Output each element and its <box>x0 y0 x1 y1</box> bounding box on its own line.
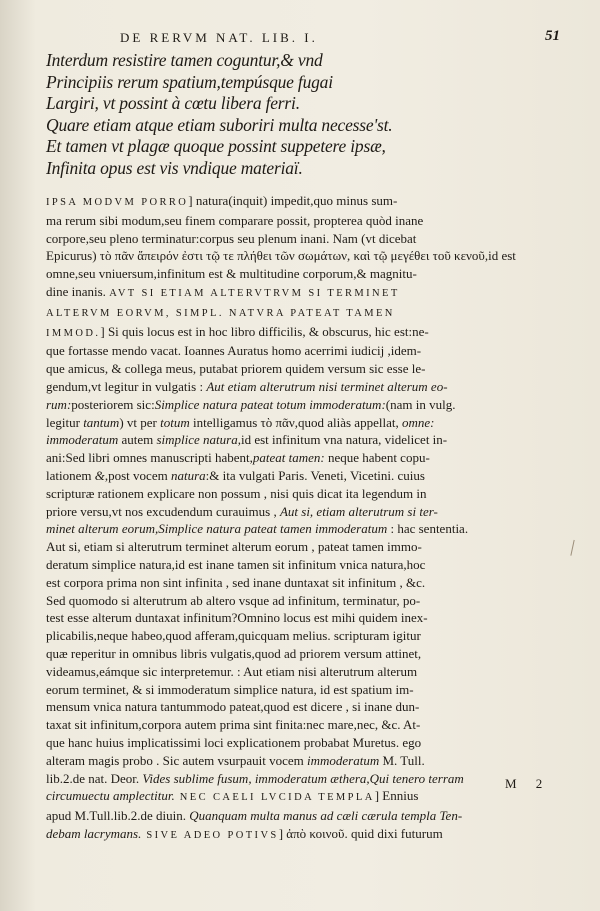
commentary-line <box>46 825 570 845</box>
verse-passage <box>46 50 566 180</box>
commentary-line <box>46 247 570 265</box>
quoted-text: & <box>94 467 105 483</box>
lemma-text: NEC CAELI LVCIDA TEMPLA <box>174 792 375 804</box>
text-run: priore versu,vt nos excudendum curauimus , <box>46 503 280 519</box>
quoted-text: immoderatum <box>307 752 380 768</box>
commentary-text <box>46 192 570 845</box>
signature-mark: M 2 <box>505 776 551 791</box>
quoted-text: immoderatum <box>46 432 119 448</box>
quoted-text: circumuectu amplectitur. <box>46 788 175 804</box>
commentary-line <box>46 303 570 323</box>
text-run: :& ita vulgati Paris. Veneti, Vicetini. cuius <box>205 467 425 483</box>
commentary-line <box>46 609 570 627</box>
text-run: est corpora prima non sint infinita , sed inane duntaxat sit infinitum , &c. <box>46 574 426 590</box>
text-run: ma rerum sibi modum,seu finem comparare possit, propterea quòd inane <box>46 212 424 228</box>
quoted-text: rum: <box>46 396 72 412</box>
commentary-line <box>46 283 570 303</box>
commentary-line <box>46 645 570 663</box>
text-run: mensum vnica natura tantummodo pateat,quod est dicere , si inane dun- <box>46 699 420 715</box>
commentary-line <box>46 520 570 538</box>
text-run: eorum terminet, & si immoderatum simplice natura, id est spatium im- <box>46 681 414 697</box>
quoted-text: omne: <box>401 414 435 430</box>
lemma-text: IPSA MODVM PORRO <box>46 197 189 208</box>
text-run: lationem <box>46 467 95 483</box>
margin-annotation <box>570 540 576 556</box>
text-run: omne,seu vniuersum,infinitum est & multitudine corporum,& magnitu- <box>46 266 417 282</box>
text-run: taxat sit infinitum,corpora autem prima sint finita:nec mare,nec, &c. At- <box>46 717 421 733</box>
quoted-text: minet alterum eorum,Simplice natura pateat tamen immoderatum <box>46 521 388 537</box>
text-run: ] Si quis locus est in hoc libro difficilis, & obscurus, hic est:ne- <box>100 323 429 339</box>
text-run: videamus,eámque sic interpretemur. : Aut etiam nisi alterutrum alterum <box>46 663 418 679</box>
text-run: ] ἀπὸ κοινοῦ. quid dixi futurum <box>278 825 443 841</box>
commentary-line <box>46 556 570 574</box>
quoted-text: Vides sublime fusum, immoderatum æthera,Qui tenero terram <box>142 770 464 786</box>
commentary-line <box>46 449 570 467</box>
commentary-line <box>46 360 570 378</box>
text-run: Sed quomodo si alterutrum ab altero vsque ad infinitum, terminatur, po- <box>46 592 421 608</box>
commentary-line <box>46 681 570 699</box>
text-run: id est infinitum vna natura, videlicet in- <box>240 432 448 448</box>
text-run: M. Tull. <box>379 752 425 768</box>
text-run: test esse alterum duntaxat infinitum?Omnino locus est mihi quidem inex- <box>46 610 428 626</box>
text-run: intelligamus τὸ πᾶν,quod aliàs appellat, <box>189 414 402 430</box>
quoted-text: Aut etiam alterutrum nisi terminet alterum eo- <box>206 378 448 394</box>
verse-line: Largiri, vt possint à cœtu libera ferri. <box>46 93 300 114</box>
quoted-text: totum <box>160 414 190 430</box>
text-run: posteriorem sic: <box>71 396 155 412</box>
commentary-line <box>46 574 570 592</box>
quoted-text: Quanquam multa manus ad cæli cærula templa Ten- <box>189 808 463 824</box>
commentary-line <box>46 212 570 230</box>
text-run: ] natura(inquit) impedit,quo minus sum- <box>188 193 398 208</box>
commentary-line <box>46 265 570 283</box>
commentary-line <box>46 698 570 716</box>
verse-line: Quare etiam atque etiam suboriri multa necesse'st. <box>46 114 393 135</box>
running-title: DE RERVM NAT. LIB. I. <box>120 30 318 45</box>
verse-line: Principiis rerum spatium,tempúsque fugai <box>46 71 333 92</box>
commentary-line <box>46 592 570 610</box>
commentary-line <box>46 485 570 503</box>
text-run: deratum simplice natura,id est inane tamen sit infinitum vnica natura,hoc <box>46 556 426 572</box>
quoted-text: pateat tamen: <box>252 450 325 466</box>
text-run: gendum,vt legitur in vulgatis : <box>46 378 207 394</box>
commentary-line <box>46 396 570 414</box>
commentary-line <box>46 716 570 734</box>
commentary-line <box>46 414 570 432</box>
text-run: lib.2.de nat. Deor. <box>46 770 143 786</box>
text-run: quæ reperitur in omnibus libris vulgatis,quod ad priorem versum attinet, <box>46 645 422 661</box>
text-run: ani:Sed libri omnes manuscripti habent, <box>46 450 253 466</box>
text-run: Aut si, etiam si alterutrum terminet alterum eorum , pateat tamen immo- <box>46 539 422 555</box>
quoted-text: tantum <box>83 414 120 430</box>
text-run: : hac sententia. <box>387 521 469 537</box>
text-run: corpore,seu pleno terminatur:corpus seu plenum inani. Nam (vt dicebat <box>46 230 417 246</box>
text-run: Epicurus) τὸ πᾶν ἄπειρόν ἐστι τῷ τε πλήθει τῶν σωμάτων, καὶ τῷ μεγέθει τοῦ κενοῦ,id est <box>46 248 516 264</box>
text-run: scripturæ rationem explicare non possum , nisi quis dicat ita legendum in <box>46 485 427 501</box>
commentary-line <box>46 503 570 521</box>
commentary-line <box>46 431 570 449</box>
commentary-line <box>46 323 570 343</box>
verse-line: Infinita opus est vis vndique materiaï. <box>46 157 303 178</box>
running-header <box>120 30 560 50</box>
commentary-line <box>46 787 570 807</box>
page-number: 51 <box>545 28 560 44</box>
text-run: alteram magis probo . Sic autem vsurpauit vocem <box>46 752 308 768</box>
text-run: que amicus, & collega meus, putabat priorem quidem versum sic esse le- <box>46 361 426 377</box>
lemma-text: AVT SI ETIAM ALTERVTRVM SI TERMINET <box>109 287 400 299</box>
quoted-text: debam lacrymans. <box>46 825 142 841</box>
commentary-line <box>46 467 570 485</box>
commentary-line <box>46 378 570 396</box>
text-run: (nam in vulg. <box>385 396 456 412</box>
text-run: autem <box>118 432 157 448</box>
commentary-line <box>46 663 570 681</box>
text-run: que fortasse mendo vacat. Ioannes Auratus homo acerrimi iudicij ,idem- <box>46 343 422 359</box>
lemma-text: ALTERVM EORVM, SIMPL. NATVRA PATEAT TAMEN <box>46 307 395 319</box>
lemma-text: IMMOD. <box>46 327 101 339</box>
commentary-line <box>46 230 570 248</box>
text-run: ) vt per <box>119 414 161 430</box>
commentary-line <box>46 734 570 752</box>
quoted-text: simplice natura, <box>156 432 241 448</box>
commentary-line <box>46 770 570 788</box>
commentary-line <box>46 192 570 212</box>
text-run: neque habent copu- <box>324 450 430 466</box>
quoted-text: natura <box>170 467 206 483</box>
quoted-text: Simplice natura pateat totum immoderatum: <box>154 396 386 412</box>
commentary-line <box>46 538 570 556</box>
text-run: plicabilis,neque habeo,quod afferam,quicquam melius. scripturam igitur <box>46 628 421 644</box>
text-run: dine inanis. <box>46 283 110 299</box>
text-run: apud M.Tull.lib.2.de diuin. <box>46 808 190 824</box>
commentary-line <box>46 627 570 645</box>
commentary-line <box>46 752 570 770</box>
text-run: legitur <box>46 414 84 430</box>
commentary-line <box>46 342 570 360</box>
text-run: ] Ennius <box>374 788 419 804</box>
verse-line: Et tamen vt plagæ quoque possint suppetere ipsæ, <box>46 136 386 157</box>
quoted-text: Aut si, etiam alterutrum si ter- <box>279 503 438 519</box>
text-run: ,post vocem <box>104 467 171 483</box>
lemma-text: SIVE ADEO POTIVS <box>141 829 279 841</box>
verse-line: Interdum resistire tamen coguntur,& vnd <box>46 50 323 70</box>
text-run: que hanc huius implicatissimi loci explicationem probabat Muretus. ego <box>46 734 422 750</box>
commentary-line <box>46 807 570 825</box>
